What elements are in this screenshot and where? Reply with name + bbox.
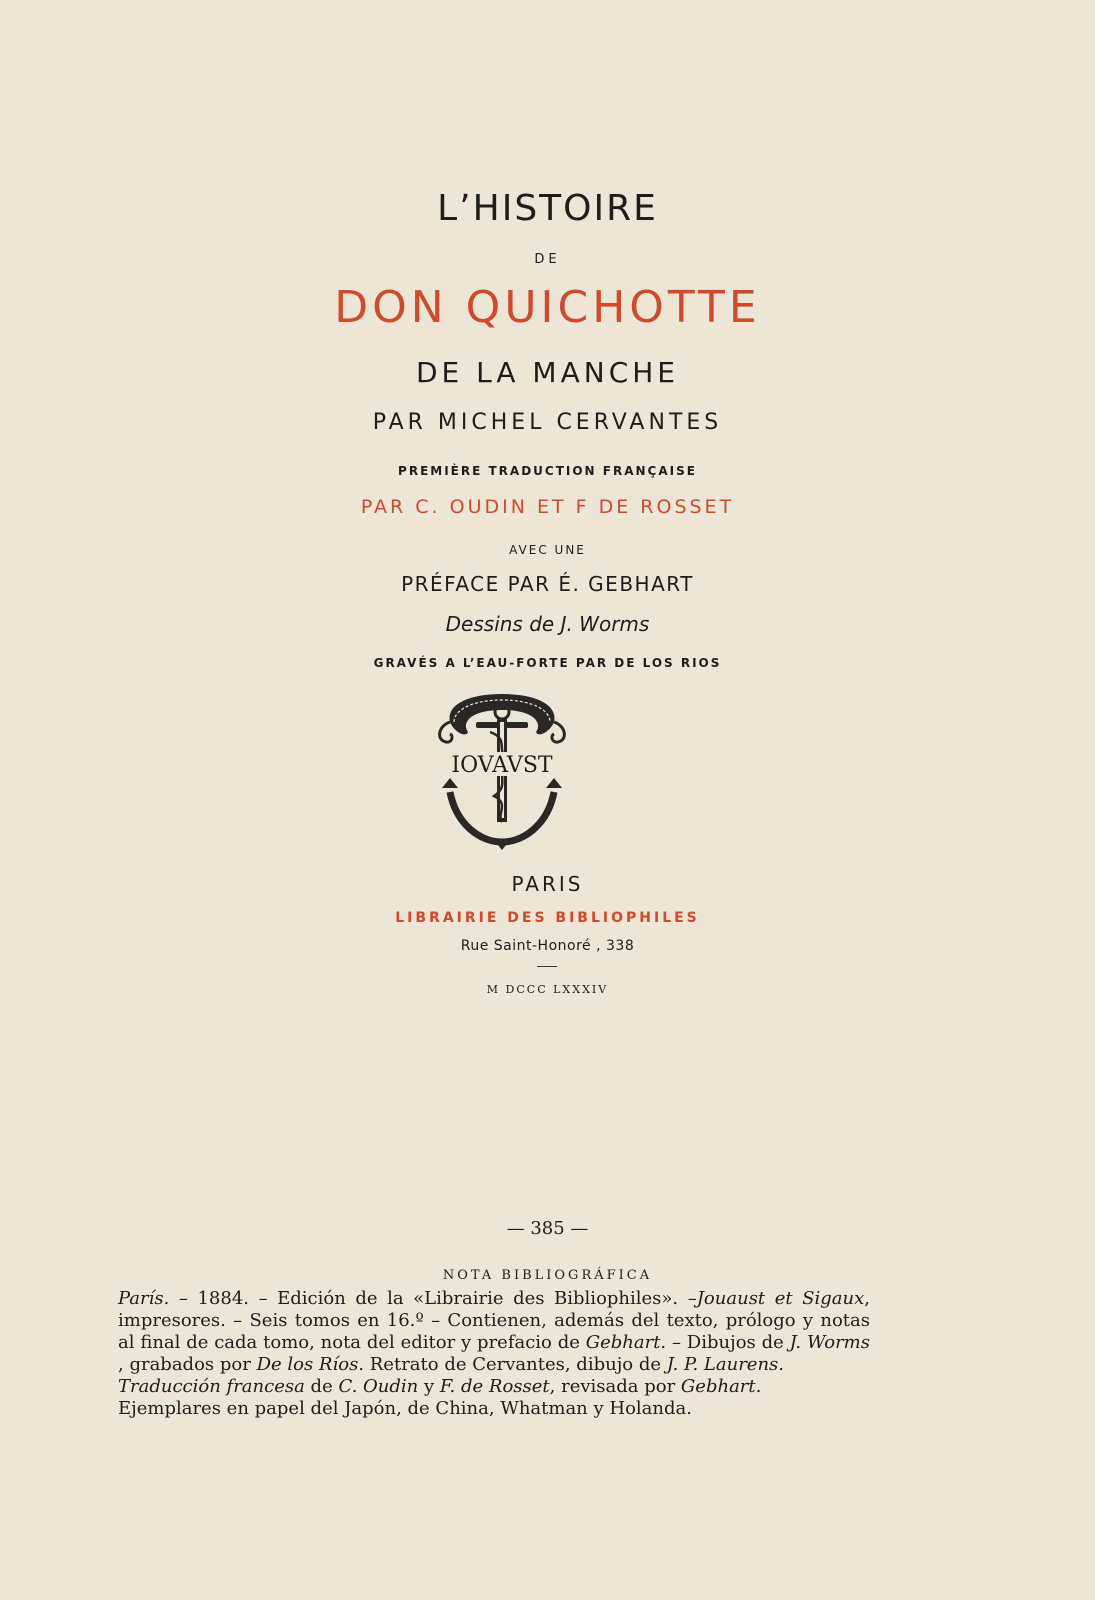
avec-une-line: AVEC UNE xyxy=(509,543,586,557)
page-number: — 385 — xyxy=(506,1218,589,1239)
bibliographic-note xyxy=(118,1288,870,1420)
anchor-icon xyxy=(432,692,572,850)
imprint-city: PARIS xyxy=(511,872,584,896)
note-paragraph: Ejemplares en papel del Japón, de China, Whatman y Holanda. xyxy=(118,1398,692,1419)
imprint-year: M DCCC LXXXIV xyxy=(486,983,609,996)
translators-line: PAR C. OUDIN ET F DE ROSSET xyxy=(360,496,735,518)
printer-mark-name: IOVAVST xyxy=(451,753,553,778)
engravings-line: GRAVÉS A L’EAU-FORTE PAR DE LOS RIOS xyxy=(373,656,722,670)
author-line: PAR MICHEL CERVANTES xyxy=(372,410,723,435)
nota-heading: NOTA BIBLIOGRÁFICA xyxy=(442,1268,653,1283)
drawings-line: Dessins de J. Worms xyxy=(445,612,650,636)
title-don-quichotte: DON QUICHOTTE xyxy=(334,282,761,333)
title-histoire: L’HISTOIRE xyxy=(437,188,658,229)
title-de-la-manche: DE LA MANCHE xyxy=(415,356,679,389)
title-de: DE xyxy=(534,252,561,267)
imprint-address: Rue Saint-Honoré , 338 xyxy=(460,938,635,954)
preface-line: PRÉFACE PAR É. GEBHART xyxy=(401,572,694,596)
note-paragraph: París. – 1884. – Edición de la «Librairie des Bibliophiles». –Jouaust et Sigaux, impresores. – Seis tomos en 16.º – Contienen, además del texto, prólogo y notas al final de cada tomo, nota del editor y prefacio de Gebhart. – Dibujos de J. Worms , grabados por De los Ríos. Retrato de Cervantes, dibujo de J. P. Laurens. xyxy=(118,1288,870,1375)
note-paragraph: Traducción francesa de C. Oudin y F. de Rosset, revisada por Gebhart. xyxy=(118,1376,762,1397)
imprint-publisher: LIBRAIRIE DES BIBLIOPHILES xyxy=(395,910,700,926)
translation-line: PREMIÈRE TRADUCTION FRANÇAISE xyxy=(398,464,697,478)
divider xyxy=(537,966,557,967)
